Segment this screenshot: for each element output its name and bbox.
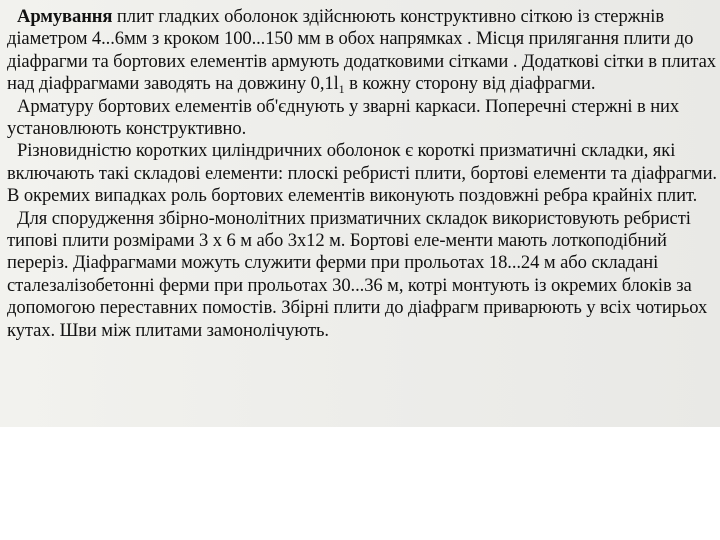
document-body — [7, 6, 719, 342]
paragraph-lead-bold: Армування — [17, 6, 113, 27]
subscript: 1 — [338, 82, 345, 97]
paragraph-text: плит гладких оболонок здійснюють конструктивно сіткою із стержнів діаметром 4...6мм з кроком 100...150 мм в обох напрямках . Місця прилягання плити до діафрагми та бортових елементів армують додатковими сітками . Додаткові сітки в плитах над діафрагмами заводять на довжину 0,1l — [7, 6, 716, 95]
paragraph-edge-elements: Арматуру бортових елементів об'єднують у зварні каркаси. Поперечні стержні в них установлюють конструктивно. — [7, 95, 680, 140]
paragraph-precast-monolithic: Для спорудження збірно-монолітних призматичних складок використовують ребристі типові плити розмірами 3 х 6 м або 3х12 м. Бортові еле-менти мають лоткоподібний переріз. Діафрагмами можуть служити ферми при прольотах 18...24 м або складані сталезалізобетонні ферми при прольотах 30...36 м, котрі монтують із окремих блоків за допомогою переставних помостів. Збірні плити до діафрагм приварюють у всіх чотирьох кутах. Шви між плитами замонолічують. — [7, 207, 708, 341]
paragraph-text-after: в кожну сторону від діафрагми. — [344, 73, 596, 95]
paragraph-reinforcement — [7, 6, 719, 96]
paragraph-prismatic-folds: Різновидністю коротких циліндричних оболонок є короткі призматичні складки, які включають такі складові елементи: плоскі ребристі плити, бортові елементи та діафрагми. В окремих випадках роль бортових елементів виконують поздовжні ребра крайніх плит. — [7, 140, 717, 207]
